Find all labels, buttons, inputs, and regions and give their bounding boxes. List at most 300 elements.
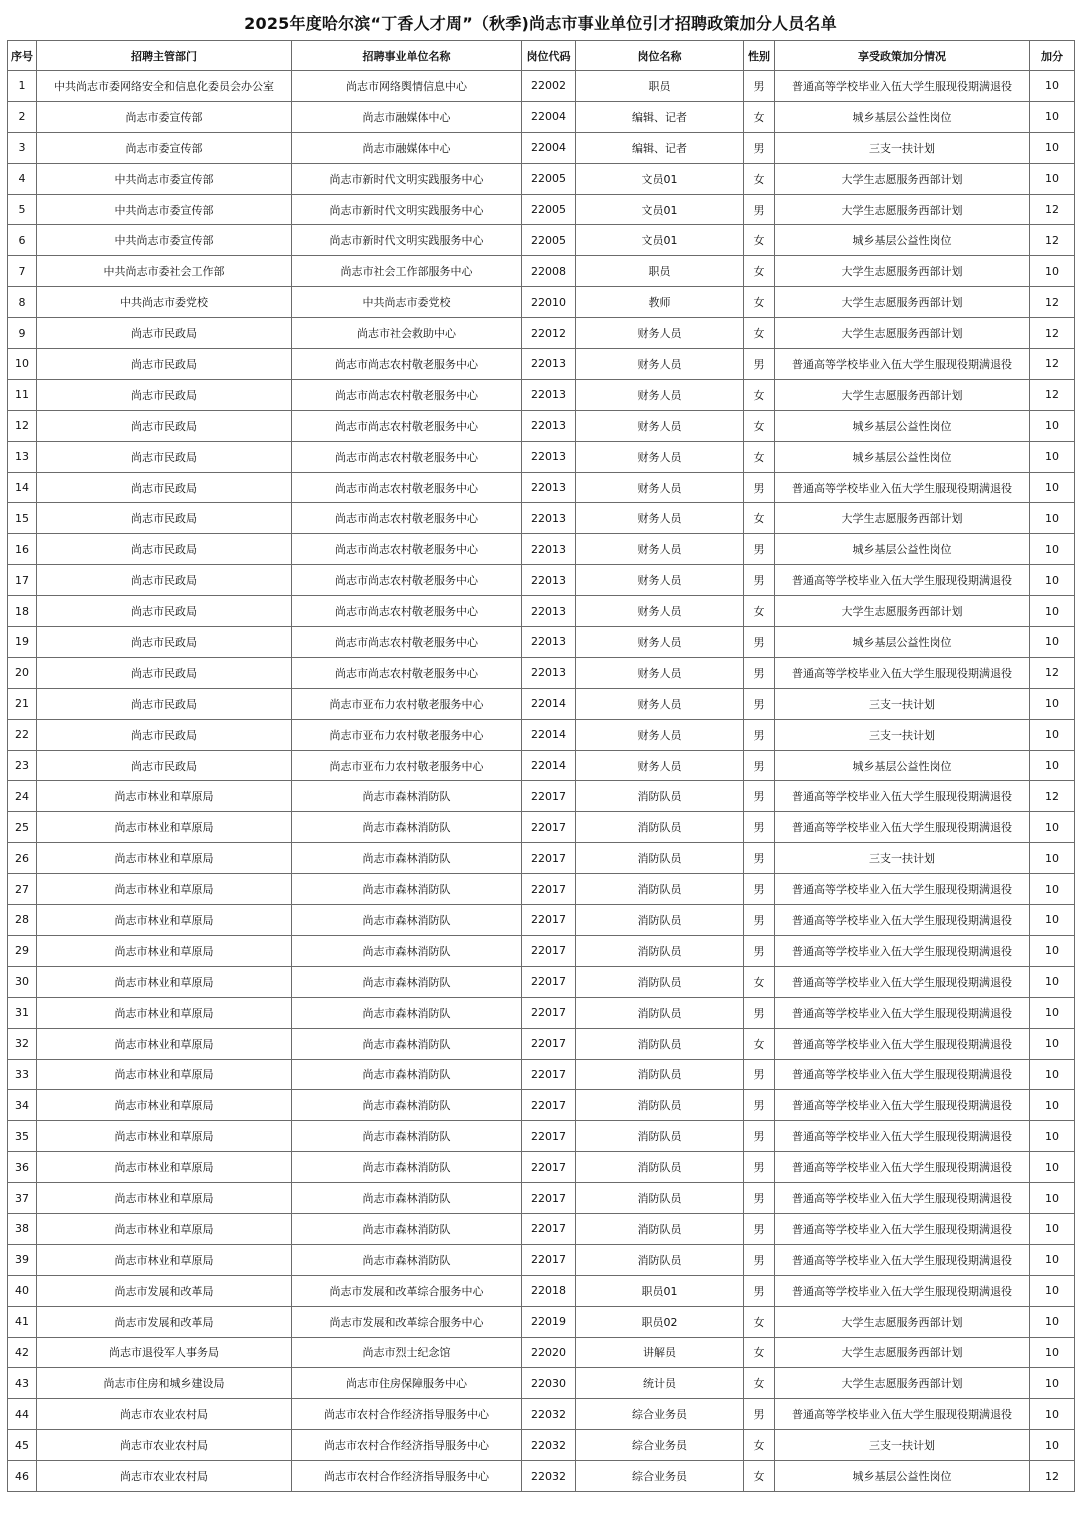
cell-bonus: 10 [1030,843,1075,874]
cell-department: 尚志市民政局 [37,441,292,472]
cell-department: 尚志市林业和草原局 [37,781,292,812]
cell-policy: 大学生志愿服务西部计划 [775,1337,1030,1368]
cell-policy: 大学生志愿服务西部计划 [775,287,1030,318]
cell-unit: 尚志市烈士纪念馆 [292,1337,522,1368]
cell-unit: 尚志市亚布力农村敬老服务中心 [292,719,522,750]
cell-bonus: 10 [1030,503,1075,534]
table-row [8,472,1075,503]
cell-gender: 女 [744,1306,775,1337]
cell-bonus: 10 [1030,1028,1075,1059]
cell-unit: 尚志市尚志农村敬老服务中心 [292,379,522,410]
cell-gender: 男 [744,719,775,750]
table-row [8,1275,1075,1306]
cell-post-name: 综合业务员 [576,1399,744,1430]
cell-bonus: 10 [1030,1430,1075,1461]
cell-post-code: 22005 [522,163,576,194]
page-title: 2025年度哈尔滨“丁香人才周”（秋季)尚志市事业单位引才招聘政策加分人员名单 [244,14,837,33]
cell-post-name: 职员02 [576,1306,744,1337]
cell-gender: 女 [744,1028,775,1059]
cell-bonus: 10 [1030,71,1075,102]
cell-policy: 普通高等学校毕业入伍大学生服现役期满退役 [775,71,1030,102]
cell-policy: 三支一扶计划 [775,1430,1030,1461]
cell-policy: 普通高等学校毕业入伍大学生服现役期满退役 [775,1183,1030,1214]
cell-bonus: 10 [1030,905,1075,936]
cell-policy: 普通高等学校毕业入伍大学生服现役期满退役 [775,874,1030,905]
cell-post-code: 22013 [522,627,576,658]
cell-post-name: 消防队员 [576,843,744,874]
cell-department: 尚志市民政局 [37,318,292,349]
cell-unit: 尚志市森林消防队 [292,935,522,966]
cell-bonus: 12 [1030,194,1075,225]
cell-department: 尚志市林业和草原局 [37,935,292,966]
cell-post-name: 财务人员 [576,688,744,719]
cell-gender: 男 [744,750,775,781]
cell-unit: 尚志市新时代文明实践服务中心 [292,163,522,194]
cell-gender: 男 [744,997,775,1028]
cell-department: 尚志市民政局 [37,627,292,658]
cell-policy: 城乡基层公益性岗位 [775,1461,1030,1492]
cell-department: 中共尚志市委宣传部 [37,163,292,194]
cell-department: 中共尚志市委党校 [37,287,292,318]
cell-policy: 普通高等学校毕业入伍大学生服现役期满退役 [775,565,1030,596]
cell-post-code: 22013 [522,410,576,441]
table-row [8,1399,1075,1430]
cell-unit: 尚志市尚志农村敬老服务中心 [292,596,522,627]
table-row [8,163,1075,194]
cell-post-name: 财务人员 [576,534,744,565]
cell-bonus: 10 [1030,441,1075,472]
table-row [8,71,1075,102]
cell-department: 尚志市发展和改革局 [37,1275,292,1306]
cell-bonus: 10 [1030,472,1075,503]
cell-post-name: 消防队员 [576,1152,744,1183]
cell-post-code: 22005 [522,194,576,225]
cell-gender: 男 [744,1183,775,1214]
cell-unit: 尚志市森林消防队 [292,843,522,874]
cell-bonus: 10 [1030,101,1075,132]
cell-department: 尚志市林业和草原局 [37,966,292,997]
cell-post-code: 22017 [522,1244,576,1275]
cell-post-name: 消防队员 [576,935,744,966]
cell-department: 尚志市委宣传部 [37,132,292,163]
table-row [8,657,1075,688]
cell-post-code: 22017 [522,874,576,905]
cell-post-name: 财务人员 [576,318,744,349]
table-row [8,1368,1075,1399]
cell-post-name: 财务人员 [576,719,744,750]
cell-post-name: 财务人员 [576,627,744,658]
cell-bonus: 10 [1030,1337,1075,1368]
cell-policy: 普通高等学校毕业入伍大学生服现役期满退役 [775,1152,1030,1183]
cell-seq: 25 [8,812,37,843]
cell-post-name: 职员 [576,256,744,287]
cell-department: 尚志市民政局 [37,534,292,565]
cell-policy: 三支一扶计划 [775,843,1030,874]
cell-gender: 男 [744,657,775,688]
cell-bonus: 10 [1030,812,1075,843]
cell-bonus: 10 [1030,163,1075,194]
cell-bonus: 10 [1030,1244,1075,1275]
cell-policy: 城乡基层公益性岗位 [775,750,1030,781]
cell-post-code: 22010 [522,287,576,318]
cell-unit: 尚志市尚志农村敬老服务中心 [292,534,522,565]
cell-bonus: 12 [1030,287,1075,318]
cell-bonus: 10 [1030,1275,1075,1306]
cell-gender: 女 [744,966,775,997]
cell-policy: 城乡基层公益性岗位 [775,101,1030,132]
table-row [8,874,1075,905]
cell-post-name: 讲解员 [576,1337,744,1368]
table-row [8,256,1075,287]
cell-department: 尚志市林业和草原局 [37,843,292,874]
cell-gender: 女 [744,1368,775,1399]
cell-unit: 尚志市尚志农村敬老服务中心 [292,503,522,534]
cell-bonus: 12 [1030,781,1075,812]
cell-post-name: 财务人员 [576,657,744,688]
cell-post-code: 22018 [522,1275,576,1306]
cell-unit: 尚志市森林消防队 [292,1028,522,1059]
cell-post-code: 22013 [522,472,576,503]
cell-post-name: 综合业务员 [576,1430,744,1461]
cell-policy: 普通高等学校毕业入伍大学生服现役期满退役 [775,1028,1030,1059]
cell-post-name: 消防队员 [576,874,744,905]
cell-post-code: 22017 [522,935,576,966]
cell-gender: 女 [744,1430,775,1461]
header-post-code: 岗位代码 [522,41,576,71]
table-row [8,318,1075,349]
cell-post-code: 22017 [522,1213,576,1244]
cell-unit: 尚志市尚志农村敬老服务中心 [292,441,522,472]
cell-post-code: 22014 [522,719,576,750]
cell-unit: 尚志市农村合作经济指导服务中心 [292,1399,522,1430]
cell-department: 尚志市林业和草原局 [37,1244,292,1275]
cell-department: 尚志市农业农村局 [37,1399,292,1430]
cell-department: 尚志市委宣传部 [37,101,292,132]
cell-seq: 28 [8,905,37,936]
table-row [8,441,1075,472]
cell-gender: 男 [744,349,775,380]
cell-gender: 男 [744,194,775,225]
cell-policy: 大学生志愿服务西部计划 [775,256,1030,287]
cell-seq: 5 [8,194,37,225]
cell-post-code: 22017 [522,781,576,812]
cell-post-name: 消防队员 [576,812,744,843]
cell-policy: 大学生志愿服务西部计划 [775,503,1030,534]
table-row [8,966,1075,997]
cell-post-name: 统计员 [576,1368,744,1399]
table-row [8,1121,1075,1152]
table-row [8,1461,1075,1492]
cell-unit: 尚志市森林消防队 [292,997,522,1028]
cell-gender: 女 [744,163,775,194]
cell-unit: 尚志市森林消防队 [292,1152,522,1183]
cell-post-name: 财务人员 [576,441,744,472]
cell-department: 尚志市住房和城乡建设局 [37,1368,292,1399]
cell-post-code: 22012 [522,318,576,349]
cell-policy: 普通高等学校毕业入伍大学生服现役期满退役 [775,781,1030,812]
table-row [8,225,1075,256]
cell-seq: 18 [8,596,37,627]
cell-bonus: 12 [1030,225,1075,256]
cell-bonus: 10 [1030,1090,1075,1121]
cell-post-code: 22004 [522,101,576,132]
cell-gender: 男 [744,1121,775,1152]
cell-seq: 37 [8,1183,37,1214]
cell-policy: 普通高等学校毕业入伍大学生服现役期满退役 [775,997,1030,1028]
cell-department: 尚志市民政局 [37,688,292,719]
cell-department: 尚志市民政局 [37,472,292,503]
cell-bonus: 10 [1030,935,1075,966]
cell-seq: 14 [8,472,37,503]
cell-seq: 35 [8,1121,37,1152]
cell-policy: 三支一扶计划 [775,719,1030,750]
cell-department: 尚志市林业和草原局 [37,997,292,1028]
table-row [8,781,1075,812]
table-row [8,719,1075,750]
cell-gender: 男 [744,1152,775,1183]
cell-bonus: 10 [1030,256,1075,287]
cell-department: 尚志市林业和草原局 [37,1152,292,1183]
cell-policy: 普通高等学校毕业入伍大学生服现役期满退役 [775,1244,1030,1275]
cell-policy: 普通高等学校毕业入伍大学生服现役期满退役 [775,1399,1030,1430]
cell-policy: 普通高等学校毕业入伍大学生服现役期满退役 [775,966,1030,997]
cell-department: 尚志市民政局 [37,349,292,380]
cell-department: 尚志市发展和改革局 [37,1306,292,1337]
cell-post-name: 消防队员 [576,1028,744,1059]
cell-department: 尚志市民政局 [37,379,292,410]
cell-policy: 大学生志愿服务西部计划 [775,163,1030,194]
cell-seq: 10 [8,349,37,380]
cell-post-name: 财务人员 [576,750,744,781]
cell-gender: 男 [744,843,775,874]
table-row [8,503,1075,534]
cell-unit: 尚志市农村合作经济指导服务中心 [292,1461,522,1492]
cell-seq: 1 [8,71,37,102]
cell-post-code: 22019 [522,1306,576,1337]
cell-department: 中共尚志市委宣传部 [37,225,292,256]
cell-policy: 普通高等学校毕业入伍大学生服现役期满退役 [775,1275,1030,1306]
cell-policy: 城乡基层公益性岗位 [775,534,1030,565]
cell-policy: 城乡基层公益性岗位 [775,410,1030,441]
table-row [8,1090,1075,1121]
cell-post-code: 22004 [522,132,576,163]
cell-unit: 尚志市森林消防队 [292,1244,522,1275]
cell-policy: 三支一扶计划 [775,688,1030,719]
table-body [8,71,1075,1492]
cell-department: 尚志市林业和草原局 [37,874,292,905]
cell-policy: 普通高等学校毕业入伍大学生服现役期满退役 [775,472,1030,503]
cell-unit: 尚志市新时代文明实践服务中心 [292,225,522,256]
cell-post-name: 财务人员 [576,410,744,441]
cell-unit: 尚志市网络舆情信息中心 [292,71,522,102]
cell-post-code: 22013 [522,379,576,410]
cell-department: 尚志市林业和草原局 [37,1213,292,1244]
cell-unit: 尚志市社会工作部服务中心 [292,256,522,287]
cell-bonus: 10 [1030,627,1075,658]
cell-post-code: 22030 [522,1368,576,1399]
table-row [8,194,1075,225]
cell-seq: 36 [8,1152,37,1183]
cell-unit: 尚志市发展和改革综合服务中心 [292,1306,522,1337]
cell-unit: 尚志市尚志农村敬老服务中心 [292,565,522,596]
cell-policy: 普通高等学校毕业入伍大学生服现役期满退役 [775,905,1030,936]
cell-bonus: 10 [1030,750,1075,781]
cell-post-name: 财务人员 [576,565,744,596]
cell-unit: 尚志市发展和改革综合服务中心 [292,1275,522,1306]
cell-bonus: 10 [1030,966,1075,997]
table-row [8,1244,1075,1275]
cell-gender: 男 [744,565,775,596]
cell-policy: 普通高等学校毕业入伍大学生服现役期满退役 [775,812,1030,843]
cell-unit: 尚志市尚志农村敬老服务中心 [292,349,522,380]
table-row [8,843,1075,874]
cell-bonus: 12 [1030,657,1075,688]
cell-seq: 8 [8,287,37,318]
cell-post-name: 文员01 [576,225,744,256]
cell-post-name: 财务人员 [576,472,744,503]
cell-seq: 39 [8,1244,37,1275]
cell-gender: 男 [744,1275,775,1306]
cell-gender: 男 [744,1090,775,1121]
cell-post-code: 22008 [522,256,576,287]
cell-department: 尚志市林业和草原局 [37,1121,292,1152]
cell-bonus: 10 [1030,534,1075,565]
cell-unit: 尚志市森林消防队 [292,1090,522,1121]
cell-post-code: 22005 [522,225,576,256]
table-row [8,935,1075,966]
cell-seq: 26 [8,843,37,874]
cell-gender: 女 [744,287,775,318]
cell-seq: 6 [8,225,37,256]
cell-post-code: 22017 [522,1059,576,1090]
cell-seq: 3 [8,132,37,163]
cell-unit: 尚志市尚志农村敬老服务中心 [292,410,522,441]
cell-gender: 男 [744,905,775,936]
cell-post-name: 消防队员 [576,997,744,1028]
cell-department: 尚志市农业农村局 [37,1461,292,1492]
header-gender: 性别 [744,41,775,71]
cell-department: 尚志市民政局 [37,565,292,596]
cell-policy: 大学生志愿服务西部计划 [775,596,1030,627]
cell-unit: 尚志市森林消防队 [292,1059,522,1090]
cell-gender: 男 [744,534,775,565]
cell-bonus: 12 [1030,1461,1075,1492]
cell-seq: 42 [8,1337,37,1368]
cell-gender: 女 [744,410,775,441]
cell-bonus: 10 [1030,997,1075,1028]
header-department: 招聘主管部门 [37,41,292,71]
cell-unit: 尚志市新时代文明实践服务中心 [292,194,522,225]
cell-post-name: 编辑、记者 [576,132,744,163]
cell-gender: 女 [744,225,775,256]
cell-post-code: 22017 [522,1090,576,1121]
cell-department: 尚志市林业和草原局 [37,1090,292,1121]
cell-department: 尚志市民政局 [37,750,292,781]
cell-gender: 男 [744,688,775,719]
cell-unit: 尚志市尚志农村敬老服务中心 [292,627,522,658]
cell-post-code: 22017 [522,966,576,997]
cell-post-name: 职员01 [576,1275,744,1306]
cell-department: 尚志市林业和草原局 [37,905,292,936]
table-row [8,1337,1075,1368]
cell-seq: 20 [8,657,37,688]
cell-seq: 23 [8,750,37,781]
cell-department: 尚志市退役军人事务局 [37,1337,292,1368]
cell-seq: 38 [8,1213,37,1244]
header-unit: 招聘事业单位名称 [292,41,522,71]
cell-post-name: 消防队员 [576,1213,744,1244]
cell-bonus: 10 [1030,410,1075,441]
cell-bonus: 10 [1030,688,1075,719]
cell-unit: 尚志市亚布力农村敬老服务中心 [292,750,522,781]
cell-bonus: 10 [1030,596,1075,627]
header-post-name: 岗位名称 [576,41,744,71]
cell-department: 尚志市林业和草原局 [37,1183,292,1214]
cell-post-code: 22032 [522,1399,576,1430]
cell-post-name: 消防队员 [576,966,744,997]
cell-unit: 尚志市森林消防队 [292,781,522,812]
cell-post-name: 消防队员 [576,781,744,812]
cell-seq: 41 [8,1306,37,1337]
cell-seq: 12 [8,410,37,441]
cell-policy: 城乡基层公益性岗位 [775,441,1030,472]
header-seq: 序号 [8,41,37,71]
cell-department: 中共尚志市委社会工作部 [37,256,292,287]
cell-seq: 24 [8,781,37,812]
cell-bonus: 10 [1030,1399,1075,1430]
cell-gender: 男 [744,935,775,966]
table-row [8,1430,1075,1461]
cell-seq: 46 [8,1461,37,1492]
cell-post-name: 财务人员 [576,349,744,380]
cell-post-name: 文员01 [576,194,744,225]
cell-post-name: 消防队员 [576,1090,744,1121]
cell-seq: 33 [8,1059,37,1090]
cell-bonus: 10 [1030,1368,1075,1399]
cell-post-code: 22013 [522,657,576,688]
cell-gender: 男 [744,874,775,905]
cell-bonus: 10 [1030,565,1075,596]
table-row [8,1306,1075,1337]
cell-gender: 男 [744,472,775,503]
cell-policy: 普通高等学校毕业入伍大学生服现役期满退役 [775,349,1030,380]
table-row [8,101,1075,132]
cell-gender: 男 [744,1399,775,1430]
table-row [8,997,1075,1028]
cell-post-code: 22020 [522,1337,576,1368]
cell-seq: 11 [8,379,37,410]
cell-unit: 中共尚志市委党校 [292,287,522,318]
cell-seq: 27 [8,874,37,905]
cell-post-code: 22017 [522,997,576,1028]
cell-post-code: 22014 [522,688,576,719]
cell-post-name: 财务人员 [576,503,744,534]
table-header-row [8,41,1075,71]
cell-gender: 男 [744,71,775,102]
cell-post-code: 22032 [522,1461,576,1492]
cell-seq: 32 [8,1028,37,1059]
cell-gender: 男 [744,132,775,163]
cell-gender: 男 [744,812,775,843]
cell-bonus: 12 [1030,379,1075,410]
cell-post-name: 消防队员 [576,1059,744,1090]
cell-department: 尚志市民政局 [37,503,292,534]
cell-bonus: 10 [1030,874,1075,905]
cell-unit: 尚志市社会救助中心 [292,318,522,349]
cell-policy: 大学生志愿服务西部计划 [775,1306,1030,1337]
cell-post-code: 22013 [522,349,576,380]
cell-department: 尚志市民政局 [37,719,292,750]
